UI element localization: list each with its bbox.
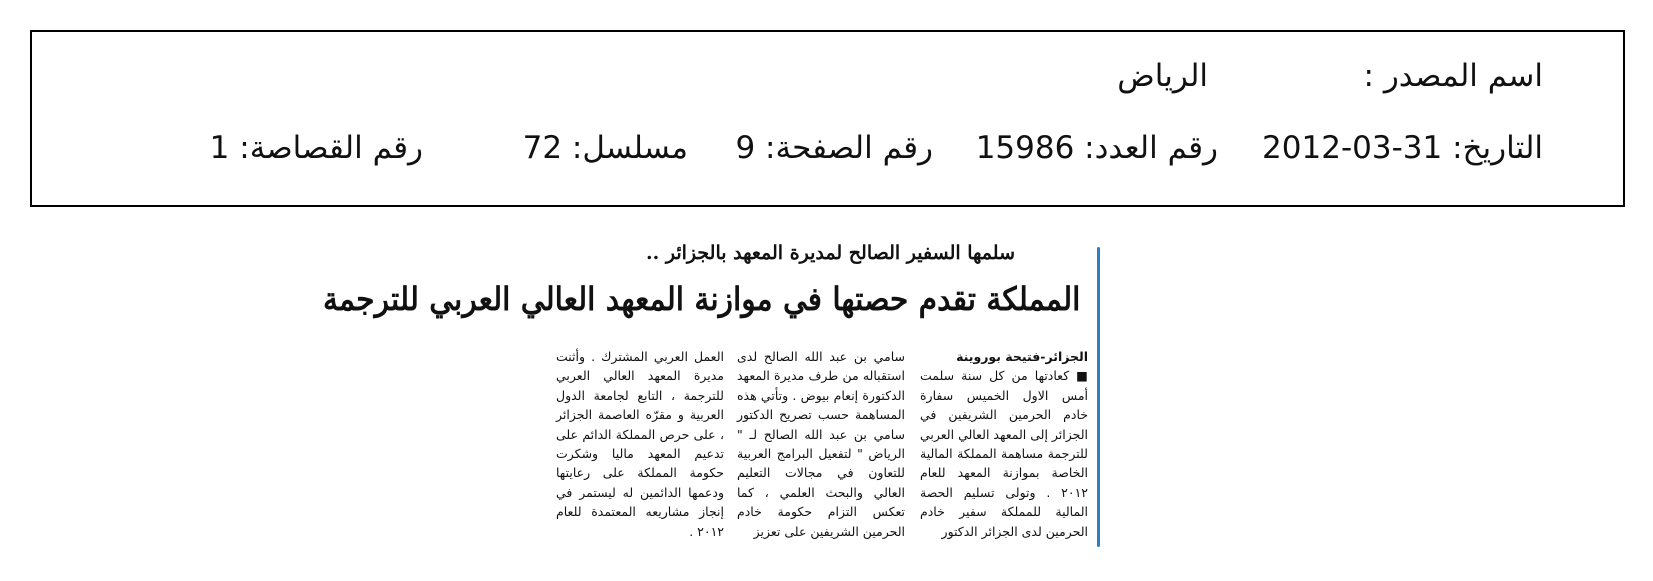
article-column-3: العمل العربي المشترك . وأثنت مديرة المعهد العالي العربي للترجمة ، التابع لجامعة الدول العربية و مقرّه العاصمة الجزائر ، على حرص المملكة الدائم على تدعيم المعهد ماليا وشكرت حكومة المملكة على رعايتها ودعمها الدائمين له ليستمر في إنجاز مشاريعه المعتمدة للعام ٢٠١٢ . xyxy=(556,349,724,539)
page-number-label: رقم الصفحة: 9 xyxy=(735,130,933,166)
newspaper-clipping xyxy=(322,242,1100,560)
source-label: اسم المصدر : xyxy=(1363,58,1543,94)
source-row xyxy=(32,54,1623,98)
clipping-kicker: سلمها السفير الصالح لمديرة المعهد بالجزائر .. xyxy=(646,242,1015,264)
meta-row xyxy=(32,126,1623,170)
source-value: الرياض xyxy=(1117,58,1208,94)
date-label: التاريخ: 31-03-2012 xyxy=(1262,130,1543,166)
article-column-1 xyxy=(920,347,1088,541)
clipping-headline: المملكة تقدم حصتها في موازنة المعهد العالي العربي للترجمة xyxy=(322,280,1080,318)
article-column-1-text: ■ كعادتها من كل سنة سلمت أمس الاول الخميس سفارة خادم الحرمين الشريفين في الجزائر إلى المعهد العالي العربي للترجمة مساهمة المملكة المالية الخاصة بموازنة المعهد للعام ٢٠١٢ . وتولى تسليم الحصة المالية للمملكة سفير خادم الحرمين لدى الجزائر الدكتور xyxy=(919,368,1088,539)
serial-label: مسلسل: 72 xyxy=(522,130,688,166)
article-column-2: سامي بن عبد الله الصالح لدى استقباله من طرف مديرة المعهد الدكتورة إنعام بيوض . وتأتي هذه المساهمة حسب تصريح الدكتور سامي بن عبد الله الصالح لـ " الرياض " لتفعيل البرامج العربية للتعاون في مجالات التعليم العالي والبحث العلمي ، كما تعكس التزام حكومة خادم الحرمين الشريفين على تعزيز xyxy=(737,349,905,539)
clipping-number-label: رقم القصاصة: 1 xyxy=(209,130,423,166)
source-info-box xyxy=(30,30,1625,207)
issue-number-label: رقم العدد: 15986 xyxy=(975,130,1218,166)
article-byline: الجزائر-فتيحة بوروينة xyxy=(956,349,1088,364)
clipping-side-rule xyxy=(1097,247,1100,547)
